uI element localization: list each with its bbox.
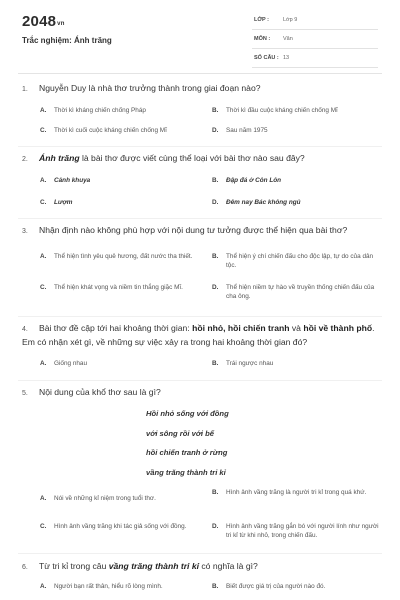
options-grid [22, 359, 380, 373]
option-label: A. [40, 495, 47, 502]
option-text: Thể hiện khát vọng và niềm tin thắng giặc Mĩ. [54, 284, 183, 291]
option-label: C. [40, 127, 47, 134]
options-grid [22, 106, 380, 136]
option-text: Đêm nay Bác không ngủ [226, 199, 301, 206]
option-label: D. [212, 284, 219, 291]
question-number: 4. [22, 326, 28, 333]
poem-line: hồi chiến tranh ở rừng [146, 448, 228, 457]
option-text: Thời kì cuối cuộc kháng chiến chống Mĩ [54, 127, 167, 134]
option-b[interactable] [212, 488, 384, 497]
option-label: A. [40, 253, 47, 260]
option-label: B. [212, 107, 219, 114]
option-text: Hình ảnh vầng trăng khi tác giả sống với đồng. [54, 523, 187, 530]
option-a[interactable] [40, 359, 200, 368]
option-text: Sau năm 1975 [226, 127, 268, 134]
question-number: 6. [22, 564, 28, 571]
site-logo[interactable] [22, 13, 65, 30]
question-body [39, 153, 305, 163]
option-label: A. [40, 107, 47, 114]
option-text: Thể hiện niềm tự hào về truyền thống chiến đấu của cha ông. [226, 284, 375, 300]
option-a[interactable] [40, 252, 212, 261]
options-grid [22, 248, 380, 312]
meta-row-grade [252, 14, 378, 30]
question-separator [18, 316, 382, 317]
question-separator [18, 146, 382, 147]
question-5-options [22, 488, 380, 548]
question-body [22, 323, 374, 347]
question-text-part: Nguyễn Duy là nhà thơ trưởng thành trong giai đoạn nào? [39, 83, 261, 93]
option-b[interactable] [212, 582, 382, 591]
meta-key: SỐ CÂU : [254, 55, 279, 61]
option-label: C. [40, 284, 47, 291]
question-body [39, 387, 161, 397]
question-2 [22, 152, 380, 206]
option-b[interactable] [212, 252, 384, 270]
option-text: Cảnh khuya [54, 177, 91, 184]
question-body [39, 225, 347, 235]
question-text [22, 152, 380, 166]
option-text: Thể hiện tình yêu quê hương, đất nước tha thiết. [54, 253, 193, 260]
question-text-part: Nội dung của khổ thơ sau là gì? [39, 387, 161, 397]
option-text: Hình ảnh vầng trăng là người tri kỉ trong quá khứ. [226, 489, 367, 496]
quiz-meta [252, 14, 378, 71]
option-d[interactable] [212, 522, 384, 540]
question-text-part: . Em có nhận xét gì, về những sự việc xảy ra trong hai khoảng thời gian đó? [22, 323, 375, 347]
option-b[interactable] [212, 106, 382, 115]
option-b[interactable] [212, 176, 382, 185]
question-number: 2. [22, 156, 28, 163]
option-a[interactable] [40, 582, 200, 591]
poem-line: Hồi nhỏ sống với đồng [146, 409, 229, 418]
question-text [22, 386, 380, 400]
poem-line: với sông rồi với bể [146, 428, 215, 438]
question-6 [22, 560, 380, 594]
question-separator [18, 218, 382, 219]
page-header [0, 0, 400, 72]
question-body [39, 561, 258, 571]
poem-stanza [146, 404, 229, 482]
question-text-part: là bài thơ được viết cùng thể loại với bài thơ nào sau đây? [79, 153, 305, 163]
option-label: D. [212, 523, 219, 530]
option-label: A. [40, 583, 47, 590]
question-separator [18, 553, 382, 554]
option-label: D. [212, 127, 219, 134]
question-3 [22, 224, 380, 312]
option-text: Thời kì đầu cuộc kháng chiến chống Mĩ [226, 107, 338, 114]
option-c[interactable] [40, 283, 212, 292]
question-text-part: và [289, 323, 304, 333]
option-text: Hình ảnh vầng trăng gắn bó với người lính như người tri kỉ từ khi nhỏ, trong chiến đấu. [226, 523, 379, 539]
option-d[interactable] [212, 126, 382, 135]
options-grid [22, 176, 380, 206]
option-text: Thời kì kháng chiến chống Pháp [54, 107, 146, 114]
meta-value: 13 [283, 55, 290, 61]
option-text: Người bạn rất thân, hiểu rõ lòng mình. [54, 583, 163, 590]
option-b[interactable] [212, 359, 382, 368]
option-a[interactable] [40, 176, 200, 185]
option-text: Nói về những kỉ niệm trong tuổi thơ. [54, 495, 156, 502]
question-text-part: Nhận định nào không phù hợp với nội dung tư tưởng được thể hiện qua bài thơ? [39, 225, 348, 235]
question-text-part: Ánh trăng [39, 153, 80, 163]
option-text: Biết được giá trị của người nào đó. [226, 583, 326, 590]
meta-row-subject [252, 33, 378, 49]
question-text [22, 560, 380, 574]
question-text-part: có nghĩa là gì? [199, 561, 258, 571]
header-divider [18, 73, 382, 74]
option-d[interactable] [212, 283, 384, 301]
question-text-part: vầng trăng thành tri kỉ [108, 561, 199, 571]
logo-text: 2048 [22, 13, 57, 30]
question-text [22, 82, 380, 96]
option-c[interactable] [40, 522, 212, 531]
option-label: A. [40, 360, 47, 367]
option-c[interactable] [40, 126, 200, 135]
option-text: Lượm [54, 199, 73, 206]
option-label: C. [40, 199, 47, 206]
question-text-part: hồi nhỏ, hồi chiến tranh [192, 323, 290, 333]
question-number: 1. [22, 86, 28, 93]
option-text: Đập đá ở Côn Lôn [226, 177, 282, 184]
option-label: B. [212, 489, 219, 496]
meta-key: LỚP : [254, 17, 269, 23]
option-label: B. [212, 360, 219, 367]
option-label: A. [40, 177, 47, 184]
meta-value: Lớp 9 [283, 17, 298, 23]
question-text [22, 322, 380, 349]
question-1 [22, 82, 380, 136]
question-separator [18, 380, 382, 381]
option-d[interactable] [212, 198, 382, 207]
option-label: B. [212, 177, 219, 184]
option-label: D. [212, 199, 219, 206]
question-text [22, 224, 380, 238]
question-number: 3. [22, 228, 28, 235]
question-5 [22, 386, 380, 400]
option-label: B. [212, 253, 219, 260]
question-text-part: Bài thơ đề cập tới hai khoảng thời gian: [39, 323, 193, 333]
option-a[interactable] [40, 494, 212, 503]
question-4 [22, 322, 380, 373]
quiz-title: Trắc nghiệm: Ánh trăng [22, 36, 112, 45]
option-text: Trái ngược nhau [226, 360, 274, 367]
option-text: Giống nhau [54, 360, 88, 367]
option-label: C. [40, 523, 47, 530]
option-a[interactable] [40, 106, 200, 115]
question-text-part: Từ tri kỉ trong câu [39, 561, 109, 571]
option-label: B. [212, 583, 219, 590]
question-text-part: hồi về thành phố [303, 323, 373, 333]
poem-line: vầng trăng thành tri kỉ [146, 467, 226, 477]
logo-suffix: vn [57, 21, 65, 27]
meta-row-count [252, 52, 378, 68]
question-number: 5. [22, 390, 28, 397]
option-text: Thể hiện ý chí chiến đấu cho độc lập, tự do của dân tộc. [226, 253, 374, 269]
meta-key: MÔN : [254, 36, 271, 42]
option-c[interactable] [40, 198, 200, 207]
options-grid [22, 488, 380, 548]
options-grid [22, 582, 380, 594]
meta-value: Văn [283, 36, 293, 42]
question-body [39, 83, 261, 93]
